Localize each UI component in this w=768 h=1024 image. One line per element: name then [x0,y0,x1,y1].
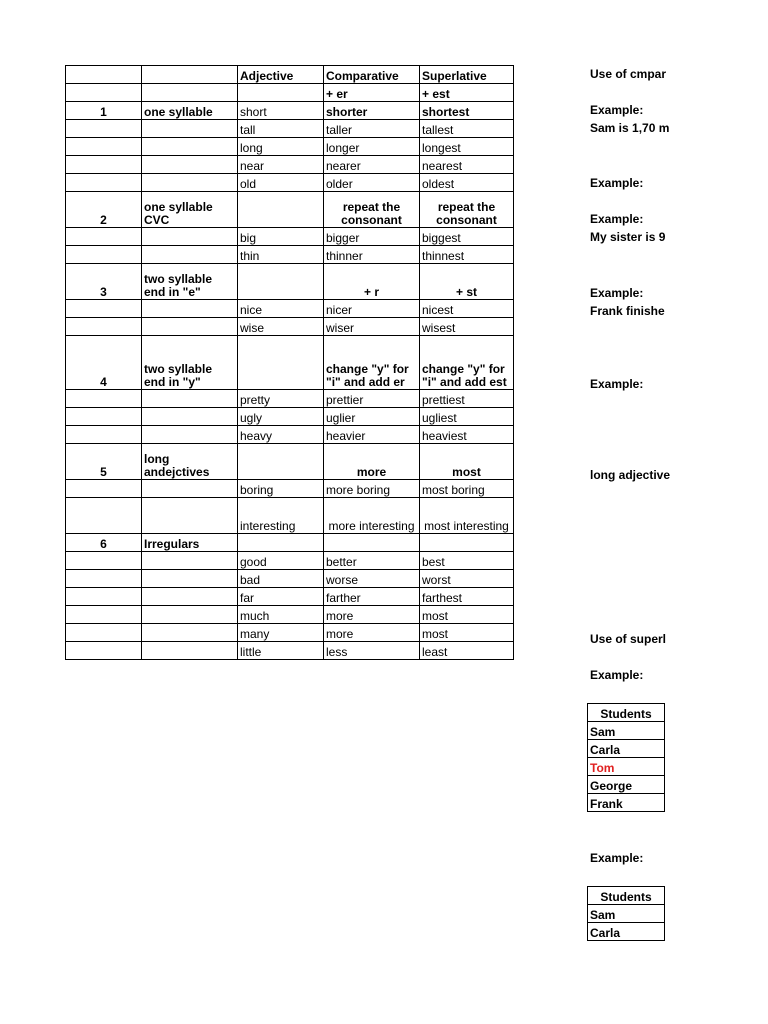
students-body [588,704,665,812]
student-name: Carla [588,923,665,941]
students-table-1 [587,703,665,812]
row-comparative: more interesting [324,498,420,534]
row-comparative: repeat the consonant [324,192,420,228]
student-name: Tom [588,758,665,776]
row-adjective [238,336,324,390]
row-superlative: most [420,606,514,624]
row-comparative: bigger [324,228,420,246]
table-row [66,192,514,228]
row-group [142,552,238,570]
row-comparative: more boring [324,480,420,498]
row-group [142,156,238,174]
row-group [142,300,238,318]
row-number [66,156,142,174]
row-adjective: ugly [238,408,324,426]
example-label: Example: [590,213,644,226]
row-number [66,174,142,192]
use-superlative-heading: Use of superl [590,633,667,646]
row-superlative: repeat the consonant [420,192,514,228]
rule-superlative: + est [420,84,514,102]
row-superlative: heaviest [420,426,514,444]
example-sentence: long adjective [590,469,671,482]
row-comparative: better [324,552,420,570]
row-number [66,588,142,606]
row-number [66,300,142,318]
row-number [66,390,142,408]
row-group [142,498,238,534]
row-group [142,246,238,264]
table-row [66,318,514,336]
row-comparative: wiser [324,318,420,336]
row-comparative [324,534,420,552]
row-adjective [238,192,324,228]
table-row [66,246,514,264]
example-label: Example: [590,287,644,300]
row-superlative: prettiest [420,390,514,408]
use-comparative-heading: Use of cmpar [590,68,667,81]
header-cell-group [142,66,238,84]
row-number [66,480,142,498]
table-row [66,552,514,570]
example-label: Example: [590,104,644,117]
row-group [142,120,238,138]
table-row [66,588,514,606]
row-adjective: nice [238,300,324,318]
rules-row [66,84,514,102]
row-number: 1 [66,102,142,120]
table-row [66,642,514,660]
row-comparative: more [324,624,420,642]
students-body [588,887,665,941]
row-group [142,390,238,408]
row-group [142,426,238,444]
example-sentence: Sam is 1,70 m [590,122,670,135]
list-item [588,923,665,941]
row-group: long andejctives [142,444,238,480]
row-superlative: thinnest [420,246,514,264]
row-adjective: tall [238,120,324,138]
row-superlative: biggest [420,228,514,246]
student-name: Sam [588,722,665,740]
row-comparative: worse [324,570,420,588]
row-group [142,588,238,606]
row-superlative: ugliest [420,408,514,426]
table-row [66,102,514,120]
row-group [142,480,238,498]
row-adjective: short [238,102,324,120]
row-number [66,246,142,264]
cell [238,84,324,102]
header-adjective: Adjective [238,66,324,84]
row-adjective: interesting [238,498,324,534]
row-number [66,642,142,660]
table-row [66,264,514,300]
header-superlative: Superlative [420,66,514,84]
row-superlative: shortest [420,102,514,120]
row-adjective: wise [238,318,324,336]
row-comparative: heavier [324,426,420,444]
row-number [66,138,142,156]
row-number [66,120,142,138]
table-row [66,336,514,390]
row-superlative: most [420,444,514,480]
row-superlative: least [420,642,514,660]
row-comparative: more [324,606,420,624]
table-body [66,66,514,660]
row-superlative: tallest [420,120,514,138]
row-comparative: nearer [324,156,420,174]
row-group: one syllable [142,102,238,120]
comparative-superlative-table [65,65,514,660]
row-comparative: + r [324,264,420,300]
row-number: 6 [66,534,142,552]
students-header: Students [588,704,665,722]
students-table-2 [587,886,665,941]
row-number [66,552,142,570]
row-superlative: most interesting [420,498,514,534]
row-superlative: most boring [420,480,514,498]
row-comparative: more [324,444,420,480]
table-row [66,408,514,426]
student-name: Sam [588,905,665,923]
row-number: 5 [66,444,142,480]
table-row [66,624,514,642]
list-item [588,740,665,758]
row-adjective [238,444,324,480]
cell [142,84,238,102]
row-comparative: nicer [324,300,420,318]
row-adjective: near [238,156,324,174]
row-number [66,426,142,444]
row-adjective: boring [238,480,324,498]
row-comparative: older [324,174,420,192]
row-superlative: best [420,552,514,570]
table-row [66,480,514,498]
table-row [66,570,514,588]
row-superlative [420,534,514,552]
row-comparative: thinner [324,246,420,264]
row-group [142,138,238,156]
row-group: one syllable CVC [142,192,238,228]
row-adjective: old [238,174,324,192]
row-adjective: far [238,588,324,606]
table-row [66,606,514,624]
row-number [66,624,142,642]
row-superlative: longest [420,138,514,156]
row-group [142,606,238,624]
row-superlative: nearest [420,156,514,174]
row-group [142,228,238,246]
table-row [66,174,514,192]
row-number [66,498,142,534]
rule-comparative: + er [324,84,420,102]
row-number [66,408,142,426]
row-group: two syllable end in "e" [142,264,238,300]
student-name: Carla [588,740,665,758]
row-comparative: farther [324,588,420,606]
row-superlative: most [420,624,514,642]
header-cell-num [66,66,142,84]
row-number: 2 [66,192,142,228]
example-label: Example: [590,852,644,865]
header-row [66,66,514,84]
example-label: Example: [590,177,644,190]
row-adjective: bad [238,570,324,588]
example-label: Example: [590,378,644,391]
list-item [588,758,665,776]
row-comparative: less [324,642,420,660]
row-adjective: good [238,552,324,570]
row-superlative: + st [420,264,514,300]
row-superlative: nicest [420,300,514,318]
row-group [142,408,238,426]
list-item [588,722,665,740]
student-name: George [588,776,665,794]
row-superlative: farthest [420,588,514,606]
row-group [142,174,238,192]
row-group: Irregulars [142,534,238,552]
table-row [66,498,514,534]
cell [66,84,142,102]
table-row [66,138,514,156]
row-comparative: change "y" for "i" and add er [324,336,420,390]
table-row [66,120,514,138]
row-comparative: longer [324,138,420,156]
example-sentence: My sister is 9 [590,231,666,244]
row-number: 4 [66,336,142,390]
row-group [142,318,238,336]
row-number [66,318,142,336]
header-comparative: Comparative [324,66,420,84]
row-superlative: wisest [420,318,514,336]
row-adjective [238,264,324,300]
row-group: two syllable end in "y" [142,336,238,390]
table-row [66,426,514,444]
row-group [142,642,238,660]
row-number: 3 [66,264,142,300]
row-adjective: much [238,606,324,624]
row-number [66,228,142,246]
row-adjective: heavy [238,426,324,444]
list-item [588,794,665,812]
table-row [66,534,514,552]
example-label: Example: [590,669,644,682]
row-comparative: uglier [324,408,420,426]
table-row [66,390,514,408]
row-adjective: thin [238,246,324,264]
row-group [142,624,238,642]
table-row [66,228,514,246]
table-row [66,444,514,480]
row-adjective: long [238,138,324,156]
row-adjective [238,534,324,552]
row-group [142,570,238,588]
example-sentence: Frank finishe [590,305,665,318]
row-superlative: worst [420,570,514,588]
row-adjective: many [238,624,324,642]
row-comparative: taller [324,120,420,138]
table-row [66,300,514,318]
row-comparative: prettier [324,390,420,408]
row-superlative: change "y" for "i" and add est [420,336,514,390]
list-item [588,776,665,794]
table-row [66,156,514,174]
row-number [66,570,142,588]
row-superlative: oldest [420,174,514,192]
row-adjective: big [238,228,324,246]
student-name: Frank [588,794,665,812]
students-header: Students [588,887,665,905]
row-number [66,606,142,624]
list-item [588,905,665,923]
row-adjective: little [238,642,324,660]
row-adjective: pretty [238,390,324,408]
row-comparative: shorter [324,102,420,120]
